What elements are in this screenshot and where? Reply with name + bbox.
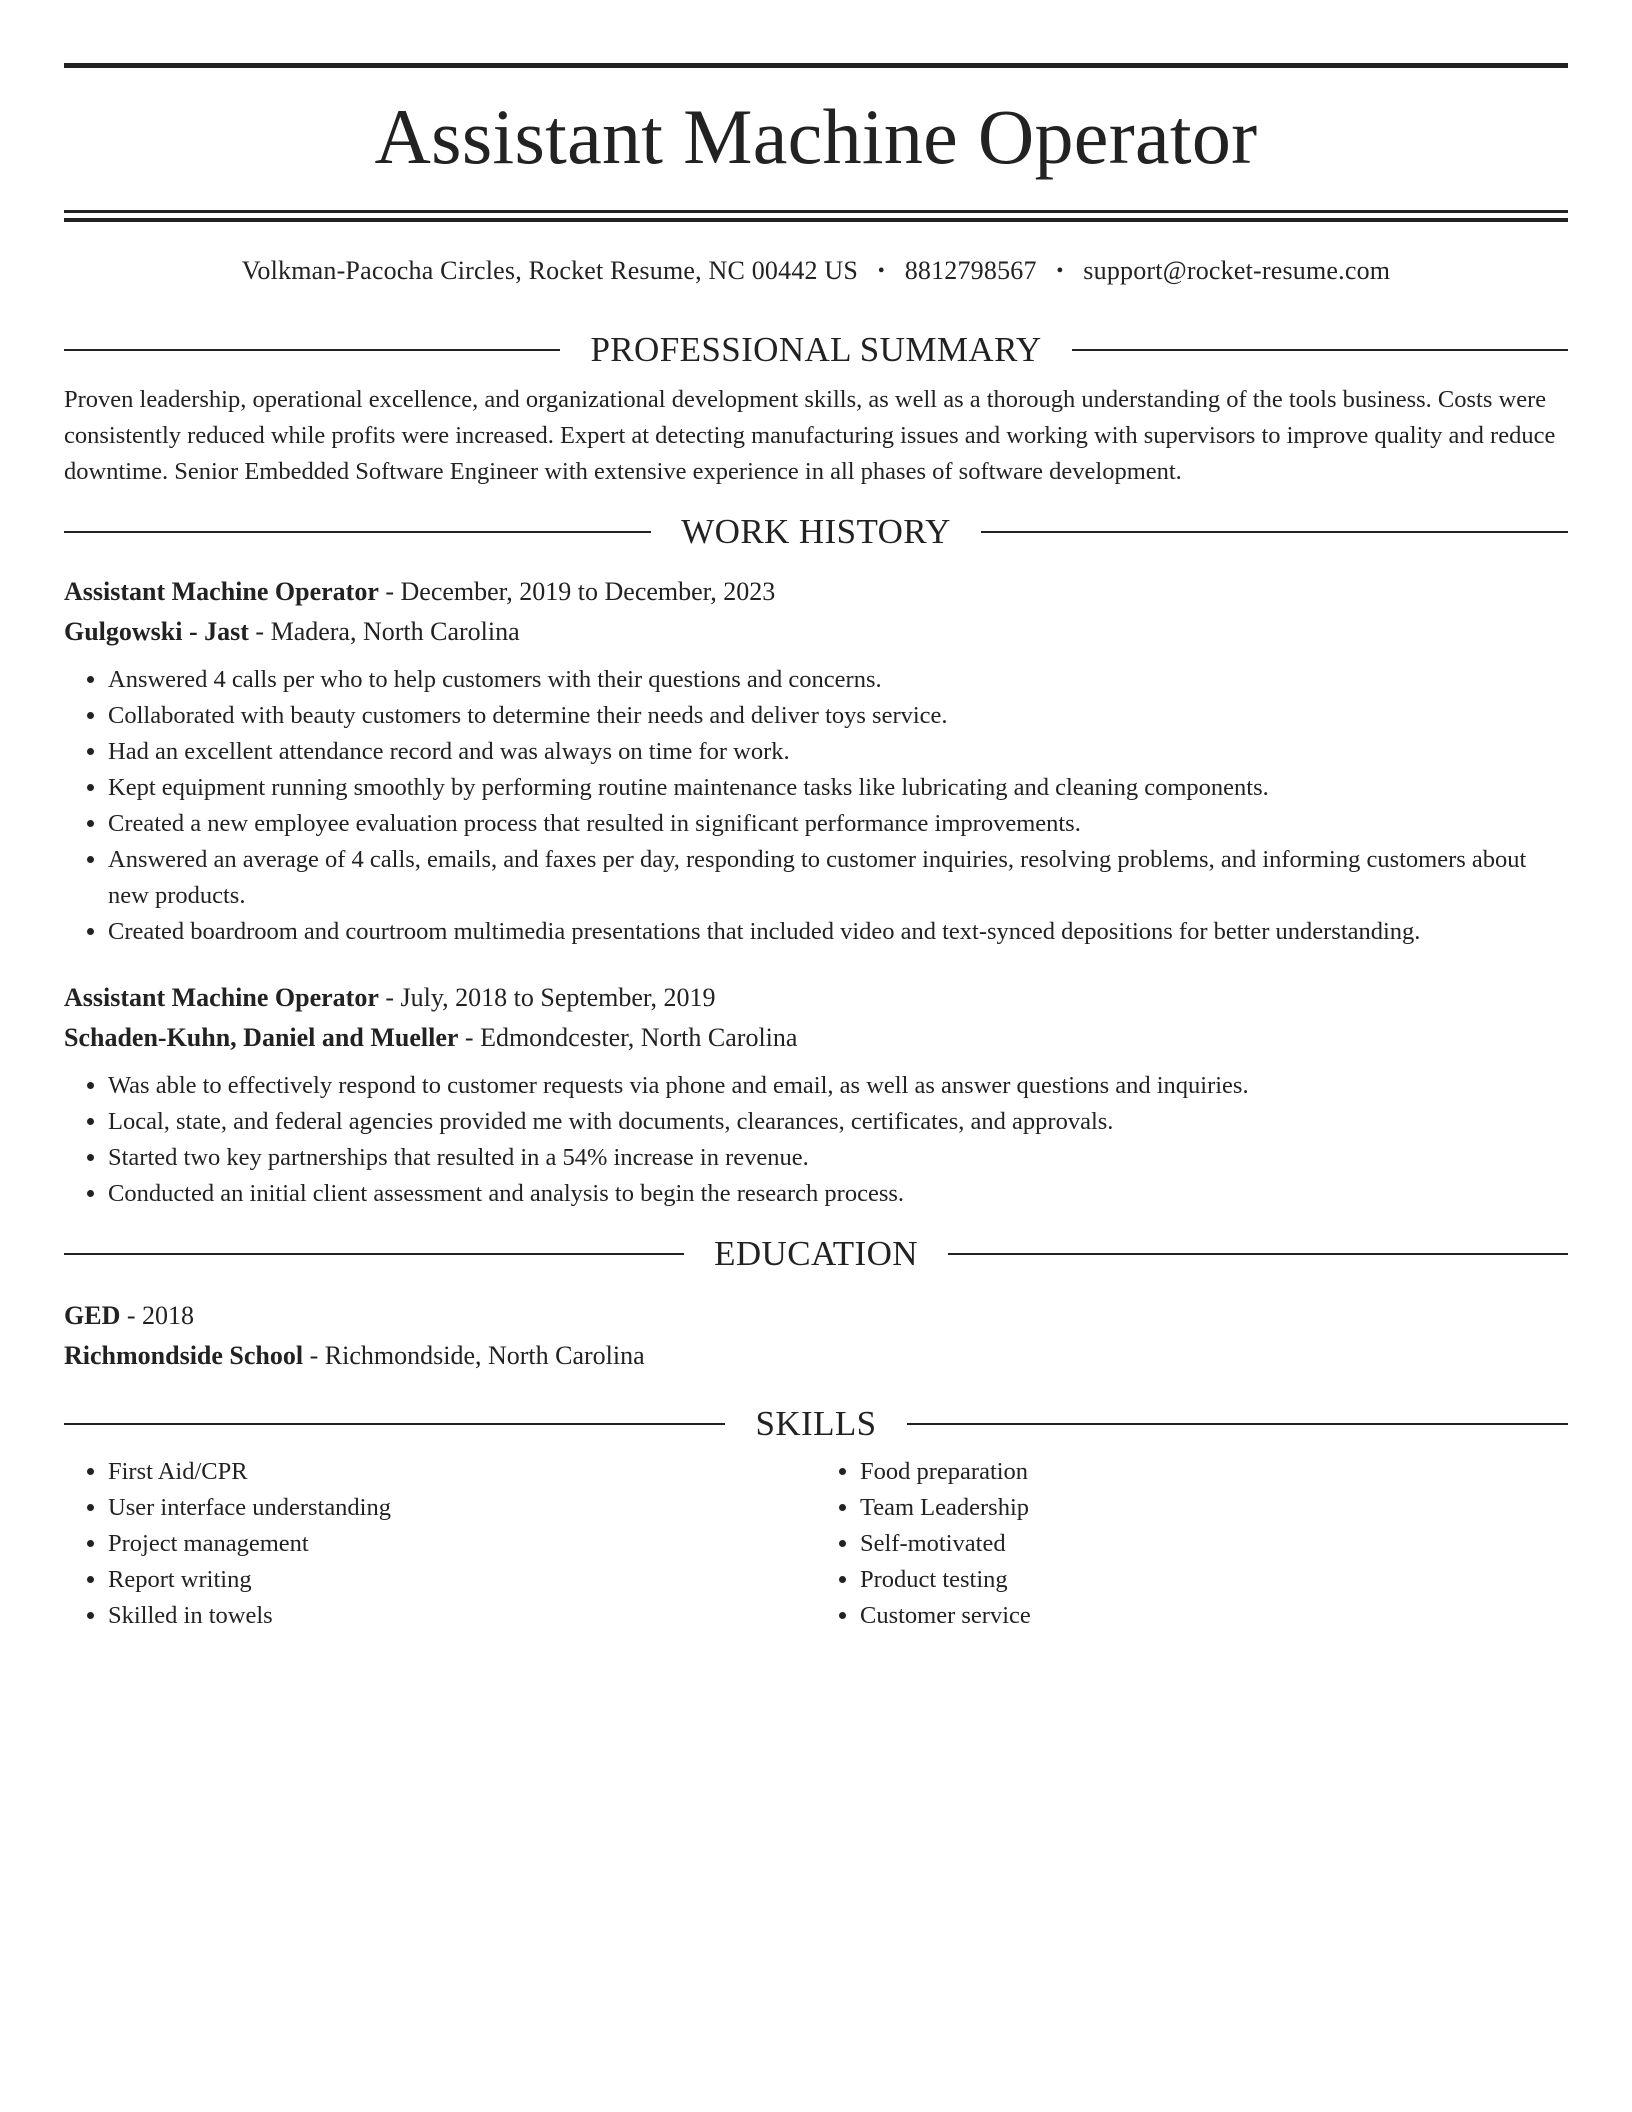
job-company: Schaden-Kuhn, Daniel and Mueller — [64, 1023, 459, 1052]
education-year: - 2018 — [120, 1301, 195, 1330]
work-history-heading-label: WORK HISTORY — [681, 512, 951, 551]
skills-right-column — [816, 1454, 1568, 1634]
list-item: • Food preparation — [860, 1454, 1568, 1490]
work-history-heading — [64, 512, 1568, 552]
job-company-line — [64, 612, 1568, 652]
education-school-line — [64, 1336, 1568, 1376]
heading-rule-left — [64, 531, 651, 533]
resume-title: Assistant Machine Operator — [374, 93, 1258, 180]
list-item: • User interface understanding — [108, 1490, 816, 1526]
education-degree-line — [64, 1296, 1568, 1336]
contact-address: Volkman-Pacocha Circles, Rocket Resume, NC 00442 US — [241, 256, 859, 285]
job-location: - Madera, North Carolina — [248, 617, 520, 646]
list-item: • Product testing — [860, 1562, 1568, 1598]
heading-rule-right — [907, 1423, 1568, 1425]
heading-rule-left — [64, 1423, 725, 1425]
heading-rule-left — [64, 349, 560, 351]
list-item: • Skilled in towels — [108, 1598, 816, 1634]
list-item: • First Aid/CPR — [108, 1454, 816, 1490]
skills-left-column — [64, 1454, 816, 1634]
education-degree: GED — [64, 1301, 121, 1330]
education-entry — [64, 1296, 1568, 1376]
education-heading — [64, 1234, 1568, 1274]
job-title: Assistant Machine Operator — [64, 577, 379, 606]
contact-phone: 8812798567 — [904, 256, 1037, 285]
list-item: • Answered an average of 4 calls, emails, and faxes per day, responding to customer inquiries, resolving problems, and informing customers about new products. — [108, 842, 1568, 914]
heading-rule-right — [948, 1253, 1568, 1255]
heading-rule-right — [981, 531, 1568, 533]
list-item: • Collaborated with beauty customers to determine their needs and deliver toys service. — [108, 698, 1568, 734]
job-entry — [64, 572, 1568, 950]
list-item: • Project management — [108, 1526, 816, 1562]
summary-heading-label: PROFESSIONAL SUMMARY — [590, 330, 1042, 369]
list-item: • Was able to effectively respond to customer requests via phone and email, as well as answer questions and inquiries. — [108, 1068, 1568, 1104]
list-item: • Created a new employee evaluation process that resulted in significant performance improvements. — [108, 806, 1568, 842]
list-item: • Conducted an initial client assessment and analysis to begin the research process. — [108, 1176, 1568, 1212]
education-school: Richmondside School — [64, 1341, 304, 1370]
job-dates: - December, 2019 to December, 2023 — [378, 577, 776, 606]
job-dates: - July, 2018 to September, 2019 — [378, 983, 716, 1012]
list-item: • Created boardroom and courtroom multimedia presentations that included video and text-synced depositions for better understanding. — [108, 914, 1568, 950]
job-title-line — [64, 978, 1568, 1018]
job-company: Gulgowski - Jast — [64, 617, 249, 646]
job-location: - Edmondcester, North Carolina — [458, 1023, 798, 1052]
job-entry — [64, 978, 1568, 1212]
list-item: • Customer service — [860, 1598, 1568, 1634]
job-title: Assistant Machine Operator — [64, 983, 379, 1012]
contact-line — [64, 256, 1568, 286]
list-item: • Team Leadership — [860, 1490, 1568, 1526]
list-item: • Kept equipment running smoothly by performing routine maintenance tasks like lubricating and cleaning components. — [108, 770, 1568, 806]
list-item: • Local, state, and federal agencies provided me with documents, clearances, certificates, and approvals. — [108, 1104, 1568, 1140]
summary-heading — [64, 330, 1568, 370]
contact-separator: • — [1056, 260, 1064, 282]
education-heading-label: EDUCATION — [714, 1234, 918, 1273]
list-item: • Started two key partnerships that resulted in a 54% increase in revenue. — [108, 1140, 1568, 1176]
skills-columns — [64, 1454, 1568, 1634]
summary-text: Proven leadership, operational excellence, and organizational development skills, as well as a thorough understanding of the tools business. Costs were consistently reduced while profits were increased. Expert at detecting manufacturing issues and working with supervisors to improve quality and reduce downtime. Senior Embedded Software Engineer with extensive experience in all phases of software development. — [64, 386, 1556, 485]
job-bullets — [64, 662, 1568, 950]
education-location: - Richmondside, North Carolina — [303, 1341, 645, 1370]
list-item: • Answered 4 calls per who to help customers with their questions and concerns. — [108, 662, 1568, 698]
job-company-line — [64, 1018, 1568, 1058]
list-item: • Report writing — [108, 1562, 816, 1598]
job-title-line — [64, 572, 1568, 612]
list-item: • Had an excellent attendance record and was always on time for work. — [108, 734, 1568, 770]
list-item: • Self-motivated — [860, 1526, 1568, 1562]
top-rule — [64, 63, 1568, 68]
skills-heading-label: SKILLS — [755, 1404, 877, 1443]
contact-separator: • — [877, 260, 885, 282]
heading-rule-left — [64, 1253, 684, 1255]
job-bullets — [64, 1068, 1568, 1212]
heading-rule-right — [1072, 349, 1568, 351]
skills-heading — [64, 1404, 1568, 1444]
contact-email: support@rocket-resume.com — [1083, 256, 1391, 285]
title-double-rule — [64, 210, 1568, 222]
